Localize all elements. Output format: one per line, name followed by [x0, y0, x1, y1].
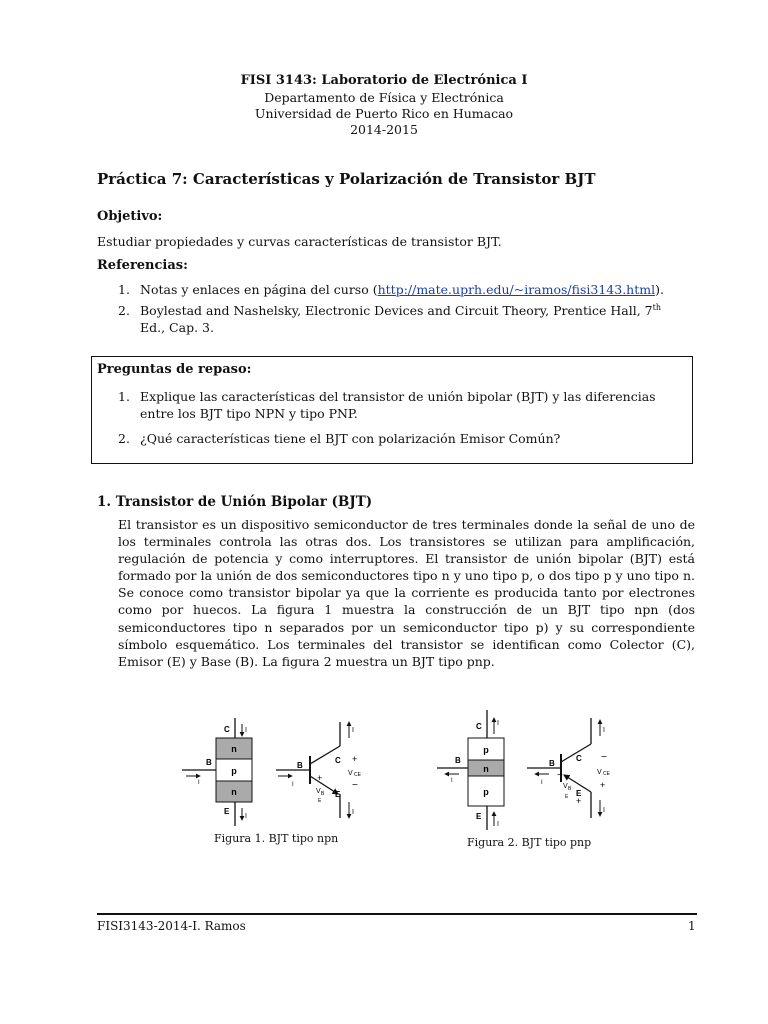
svg-text:E: E: [335, 790, 341, 799]
svg-text:+: +: [352, 754, 358, 764]
course-link[interactable]: http://mate.uprh.edu/~iramos/fisi3143.html: [377, 282, 656, 297]
svg-text:B: B: [321, 791, 325, 797]
figure-2-pnp: [435, 708, 635, 834]
objetivo-heading: Objetivo:: [97, 209, 163, 224]
svg-text:−: −: [601, 752, 607, 763]
svg-text:B: B: [206, 758, 212, 767]
svg-text:B: B: [549, 759, 555, 768]
svg-text:+: +: [600, 780, 606, 790]
svg-text:I: I: [497, 720, 499, 727]
svg-text:B: B: [568, 786, 572, 792]
university: Universidad de Puerto Rico en Humacao: [254, 106, 514, 121]
footer-rule: [97, 913, 697, 915]
svg-text:+: +: [576, 796, 582, 806]
layer-label: p: [483, 787, 489, 797]
svg-text:I: I: [603, 727, 605, 734]
svg-text:CE: CE: [603, 771, 610, 777]
svg-text:E: E: [318, 798, 322, 804]
figure-1-npn: [178, 718, 378, 836]
svg-text:CE: CE: [354, 772, 361, 778]
figure-1-caption: Figura 1. BJT tipo npn: [214, 832, 339, 845]
layer-label: p: [231, 766, 237, 776]
svg-text:I: I: [497, 821, 499, 828]
svg-text:E: E: [224, 807, 230, 816]
referencias-heading: Referencias:: [97, 258, 188, 273]
svg-text:C: C: [224, 725, 230, 734]
figure-2-caption: Figura 2. BJT tipo pnp: [467, 836, 592, 849]
svg-text:I: I: [451, 778, 453, 784]
page-title: Práctica 7: Características y Polarización de Transistor BJT: [97, 170, 596, 188]
svg-text:B: B: [297, 761, 303, 770]
svg-text:I: I: [603, 807, 605, 814]
layer-label: n: [231, 787, 237, 797]
footer-author: FISI3143-2014-I. Ramos: [97, 919, 246, 933]
department: Departamento de Física y Electrónica: [264, 90, 504, 105]
svg-text:C: C: [476, 722, 482, 731]
svg-text:V: V: [348, 770, 353, 777]
svg-text:V: V: [316, 788, 321, 795]
question-item: 2. ¿Qué características tiene el BJT con polarización Emisor Común?: [118, 431, 561, 446]
svg-text:I: I: [352, 809, 354, 816]
svg-text:I: I: [198, 780, 200, 786]
svg-text:E: E: [565, 794, 569, 800]
objetivo-text: Estudiar propiedades y curvas características de transistor BJT.: [97, 234, 502, 249]
svg-text:B: B: [455, 756, 461, 765]
academic-year: 2014-2015: [350, 122, 418, 137]
svg-text:V: V: [597, 769, 602, 776]
section-heading: 1. Transistor de Unión Bipolar (BJT): [97, 494, 373, 510]
svg-text:I: I: [245, 727, 247, 734]
layer-label: n: [483, 764, 489, 774]
preguntas-heading: Preguntas de repaso:: [97, 362, 252, 377]
section-body: El transistor es un dispositivo semiconductor de tres terminales donde la señal de uno de los terminales controla las otras dos. Los transistores se utilizan para amplificación, regulación de potencia y como interruptores. El transistor de unión bipolar (BJT) está formado por la unión de dos semiconductores tipo n y uno tipo p, o dos tipo p y uno tipo n. Se conoce como transistor bipolar ya que la corriente es producida tanto por electrones como por huecos. La figura 1 muestra la construcción de un BJT tipo npn (dos semiconductores tipo n separados por un semiconductor tipo p) y su correspondiente símbolo esquemático. Los terminales del transistor se identifican como Colector (C), Emisor (E) y Base (B). La figura 2 muestra un BJT tipo pnp.: [118, 517, 695, 669]
page-number: 1: [688, 919, 696, 933]
course-title: FISI 3143: Laboratorio de Electrónica I: [240, 73, 528, 88]
reference-item: 1. Notas y enlaces en página del curso (http://mate.uprh.edu/~iramos/fisi3143.html).: [118, 282, 664, 297]
layer-label: p: [483, 745, 489, 755]
question-item: 1. Explique las características del transistor de unión bipolar (BJT) y las diferencias entre los BJT tipo NPN y tipo PNP.: [118, 389, 656, 421]
svg-text:C: C: [335, 756, 341, 765]
svg-text:+: +: [317, 773, 323, 783]
svg-text:C: C: [576, 754, 582, 763]
svg-text:−: −: [557, 770, 563, 781]
svg-text:E: E: [476, 812, 482, 821]
svg-text:V: V: [563, 783, 568, 790]
svg-text:I: I: [245, 813, 247, 820]
svg-text:I: I: [352, 727, 354, 734]
svg-text:−: −: [352, 780, 358, 791]
svg-text:I: I: [292, 782, 294, 788]
layer-label: n: [231, 744, 237, 754]
reference-item: 2. Boylestad and Nashelsky, Electronic Devices and Circuit Theory, Prentice Hall, 7th Ed., Cap. 3.: [118, 303, 661, 336]
svg-text:E: E: [576, 789, 582, 798]
svg-text:I: I: [541, 780, 543, 786]
